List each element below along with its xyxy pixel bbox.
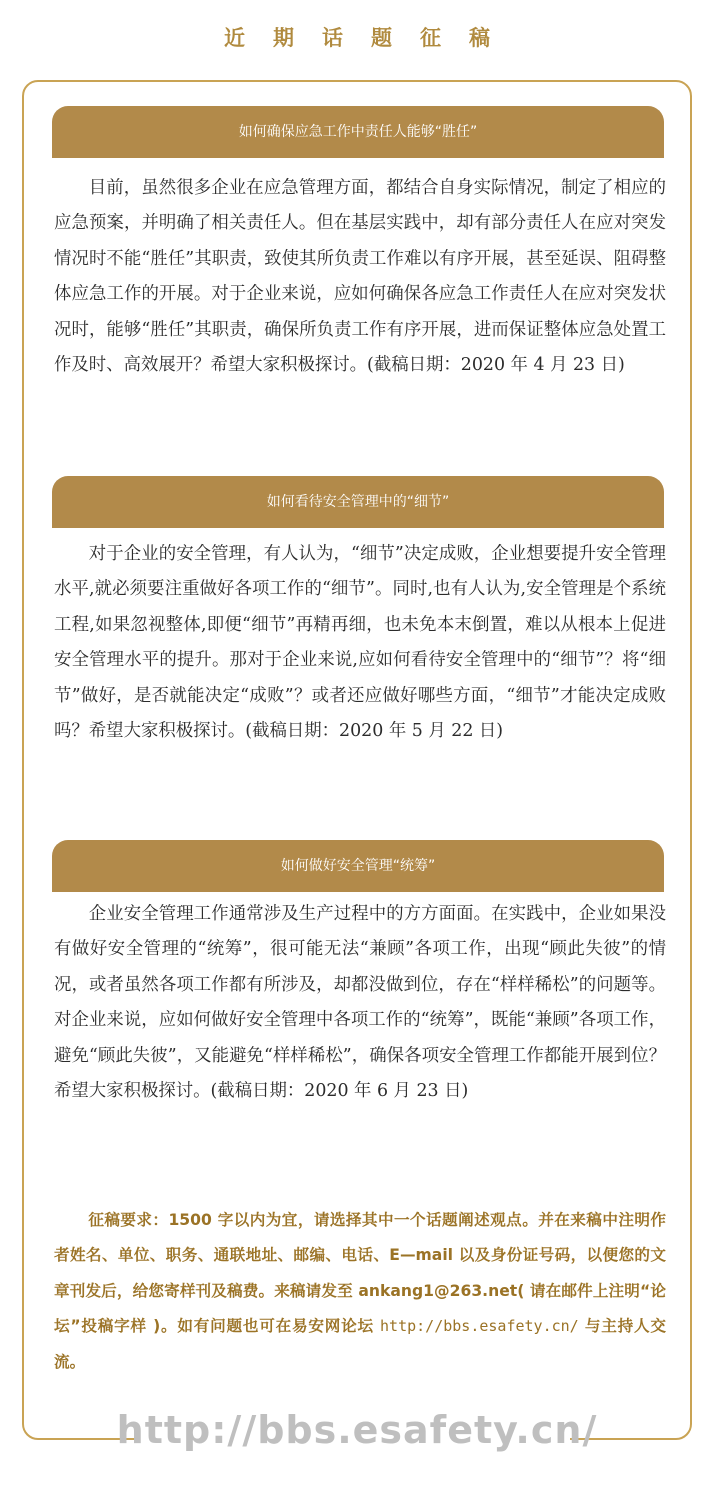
page-title: 近期话题征稿 [224,26,518,50]
section-2-body: 对于企业的安全管理，有人认为，“细节”决定成败，企业想要提升安全管理水平,就必须要注重做好各项工作的“细节”。同时,也有人认为,安全管理是个系统工程,如果忽视整体,即便“细节”再精再细，也未免本末倒置，难以从根本上促进安全管理水平的提升。那对于企业来说,应如何看待安全管理中的“细节”？将“细节”做好，是否就能决定“成败”？或者还应做好哪些方面，“细节”才能决定成败吗？希望大家积极探讨。(截稿日期：2020 年 5 月 22 日) [54,544,666,742]
section-1-body: 目前，虽然很多企业在应急管理方面，都结合自身实际情况，制定了相应的应急预案，并明确了相关责任人。但在基层实践中，却有部分责任人在应对突发情况时不能“胜任”其职责，致使其所负责工作难以有序开展，甚至延误、阻碍整体应急工作的开展。对于企业来说，应如何确保各应急工作责任人在应对突发状况时，能够“胜任”其职责，确保所负责工作有序开展，进而保证整体应急处置工作及时、高效展开？希望大家积极探讨。(截稿日期：2020 年 4 月 23 日) [54,178,666,376]
section-3-header: 如何做好安全管理“统筹” [52,840,664,892]
section-1-header: 如何确保应急工作中责任人能够“胜任” [52,106,664,158]
footer-url[interactable]: http://bbs.esafety.cn/ [116,1408,598,1452]
section-2-header: 如何看待安全管理中的“细节” [52,476,664,528]
submission-requirements [54,1203,666,1380]
forum-link[interactable]: http://bbs.esafety.cn/ [380,1317,579,1336]
section-3-body: 企业安全管理工作通常涉及生产过程中的方方面面。在实践中，企业如果没有做好安全管理的“统筹”，很可能无法“兼顾”各项工作，出现“顾此失彼”的情况，或者虽然各项工作都有所涉及，却都没做到位，存在“样样稀松”的问题等。对企业来说，应如何做好安全管理中各项工作的“统筹”，既能“兼顾”各项工作，避免“顾此失彼”，又能避免“样样稀松”，确保各项安全管理工作都能开展到位？希望大家积极探讨。(截稿日期：2020 年 6 月 23 日) [54,904,666,1102]
requirements-text-end: 与主持人交流。 [54,1317,667,1371]
requirements-text: 征稿要求：1500 字以内为宜，请选择其中一个话题阐述观点。并在来稿中注明作者姓名、单位、职务、通联地址、邮编、电话、E—mail 以及身份证号码，以便您的文章刊发后，给您寄样刊及稿费。来稿请发至 ankang1@263.net( 请在邮件上注明“论坛”投稿字样 )。如有问题也可在易安网论坛 [54,1211,666,1336]
